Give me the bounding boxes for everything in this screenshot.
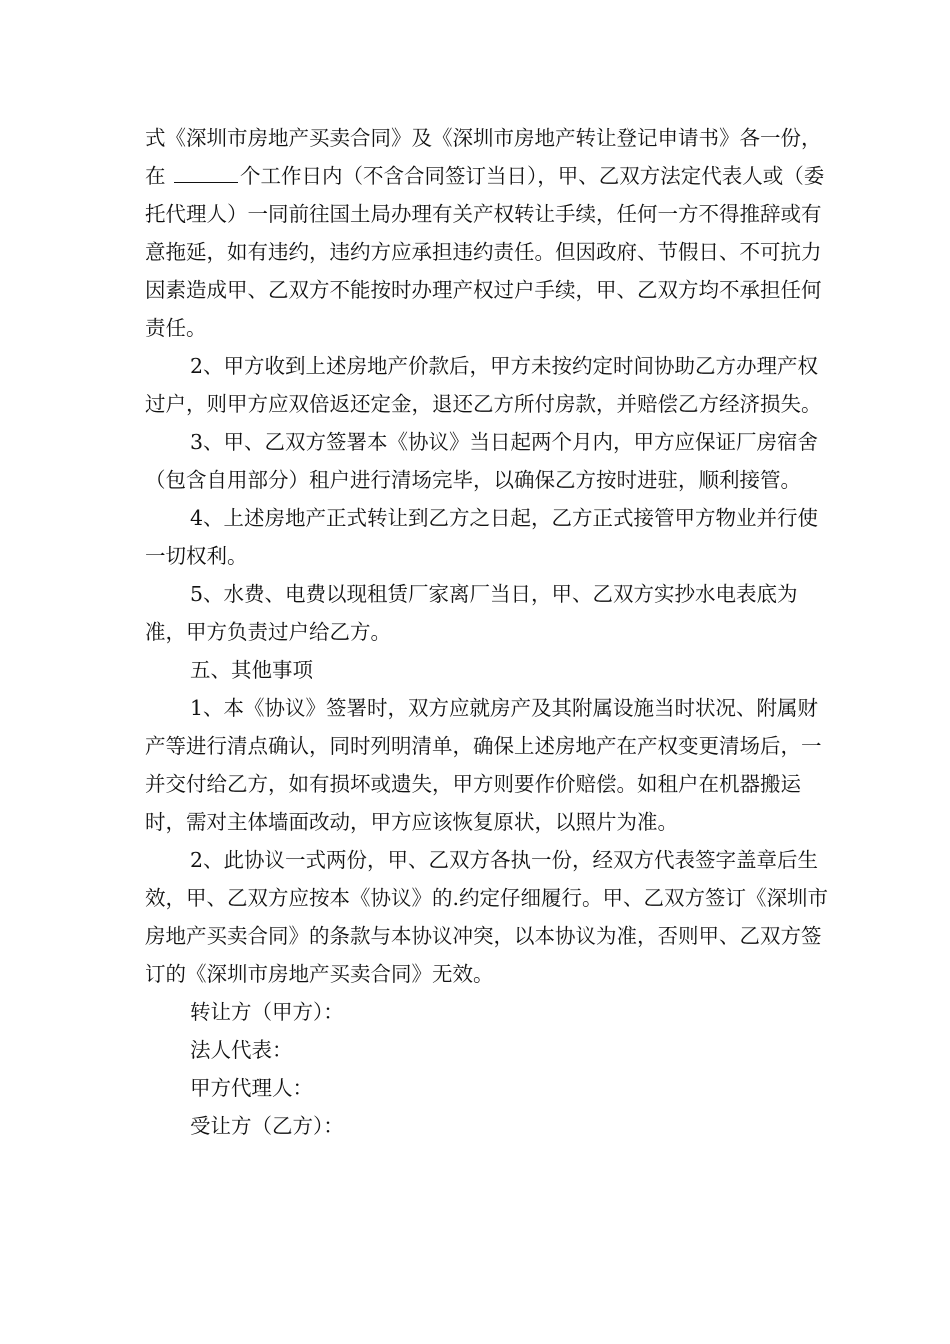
other-clause-2: 2、此协议一式两份，甲、乙双方各执一份，经双方代表签字盖章后生效，甲、乙双方应按本《协议》的.约定仔细履行。甲、乙双方签订《深圳市房地产买卖合同》的条款与本协议冲突，以本协议为准，否则甲、乙双方签订的《深圳市房地产买卖合同》无效。: [145, 848, 829, 986]
signature-agent-a: 甲方代理人：: [190, 1076, 313, 1100]
clause-4: 4、上述房地产正式转让到乙方之日起，乙方正式接管甲方物业并行使一切权利。: [145, 506, 819, 568]
clause-2: 2、甲方收到上述房地产价款后，甲方未按约定时间协助乙方办理产权过户，则甲方应双倍返还定金，退还乙方所付房款，并赔偿乙方经济损失。: [145, 354, 822, 416]
document-body: [145, 119, 835, 1145]
signature-legal-rep: 法人代表：: [190, 1038, 293, 1062]
signature-transferee: 受让方（乙方）：: [190, 1114, 344, 1138]
paragraph-text: 式《深圳市房地产买卖合同》及《深圳市房地产转让登记申请书》各一份，在: [145, 126, 822, 188]
clause-5: 5、水费、电费以现租赁厂家离厂当日，甲、乙双方实抄水电表底为准，甲方负责过户给乙方。: [145, 582, 798, 644]
clause-3: 3、甲、乙双方签署本《协议》当日起两个月内，甲方应保证厂房宿舍（包含自用部分）租户进行清场完毕，以确保乙方按时进驻，顺利接管。: [145, 430, 819, 492]
fill-in-blank: [174, 160, 238, 183]
signature-transferor: 转让方（甲方）：: [190, 1000, 344, 1024]
section-heading-other: 五、其他事项: [190, 658, 313, 682]
paragraph-text: 个工作日内（不含合同签订当日），甲、乙双方法定代表人或（委托代理人）一同前往国土局办理有关产权转让手续，任何一方不得推辞或有意拖延，如有违约，违约方应承担违约责任。但因政府、节假日、不可抗力因素造成甲、乙双方不能按时办理产权过户手续，甲、乙双方均不承担任何责任。: [145, 164, 825, 340]
other-clause-1: 1、本《协议》签署时，双方应就房产及其附属设施当时状况、附属财产等进行清点确认，同时列明清单，确保上述房地产在产权变更清场后，一并交付给乙方，如有损坏或遗失，甲方则要作价赔偿。如租户在机器搬运时，需对主体墙面改动，甲方应该恢复原状，以照片为准。: [145, 696, 822, 834]
paragraph-procedure: [145, 119, 835, 347]
